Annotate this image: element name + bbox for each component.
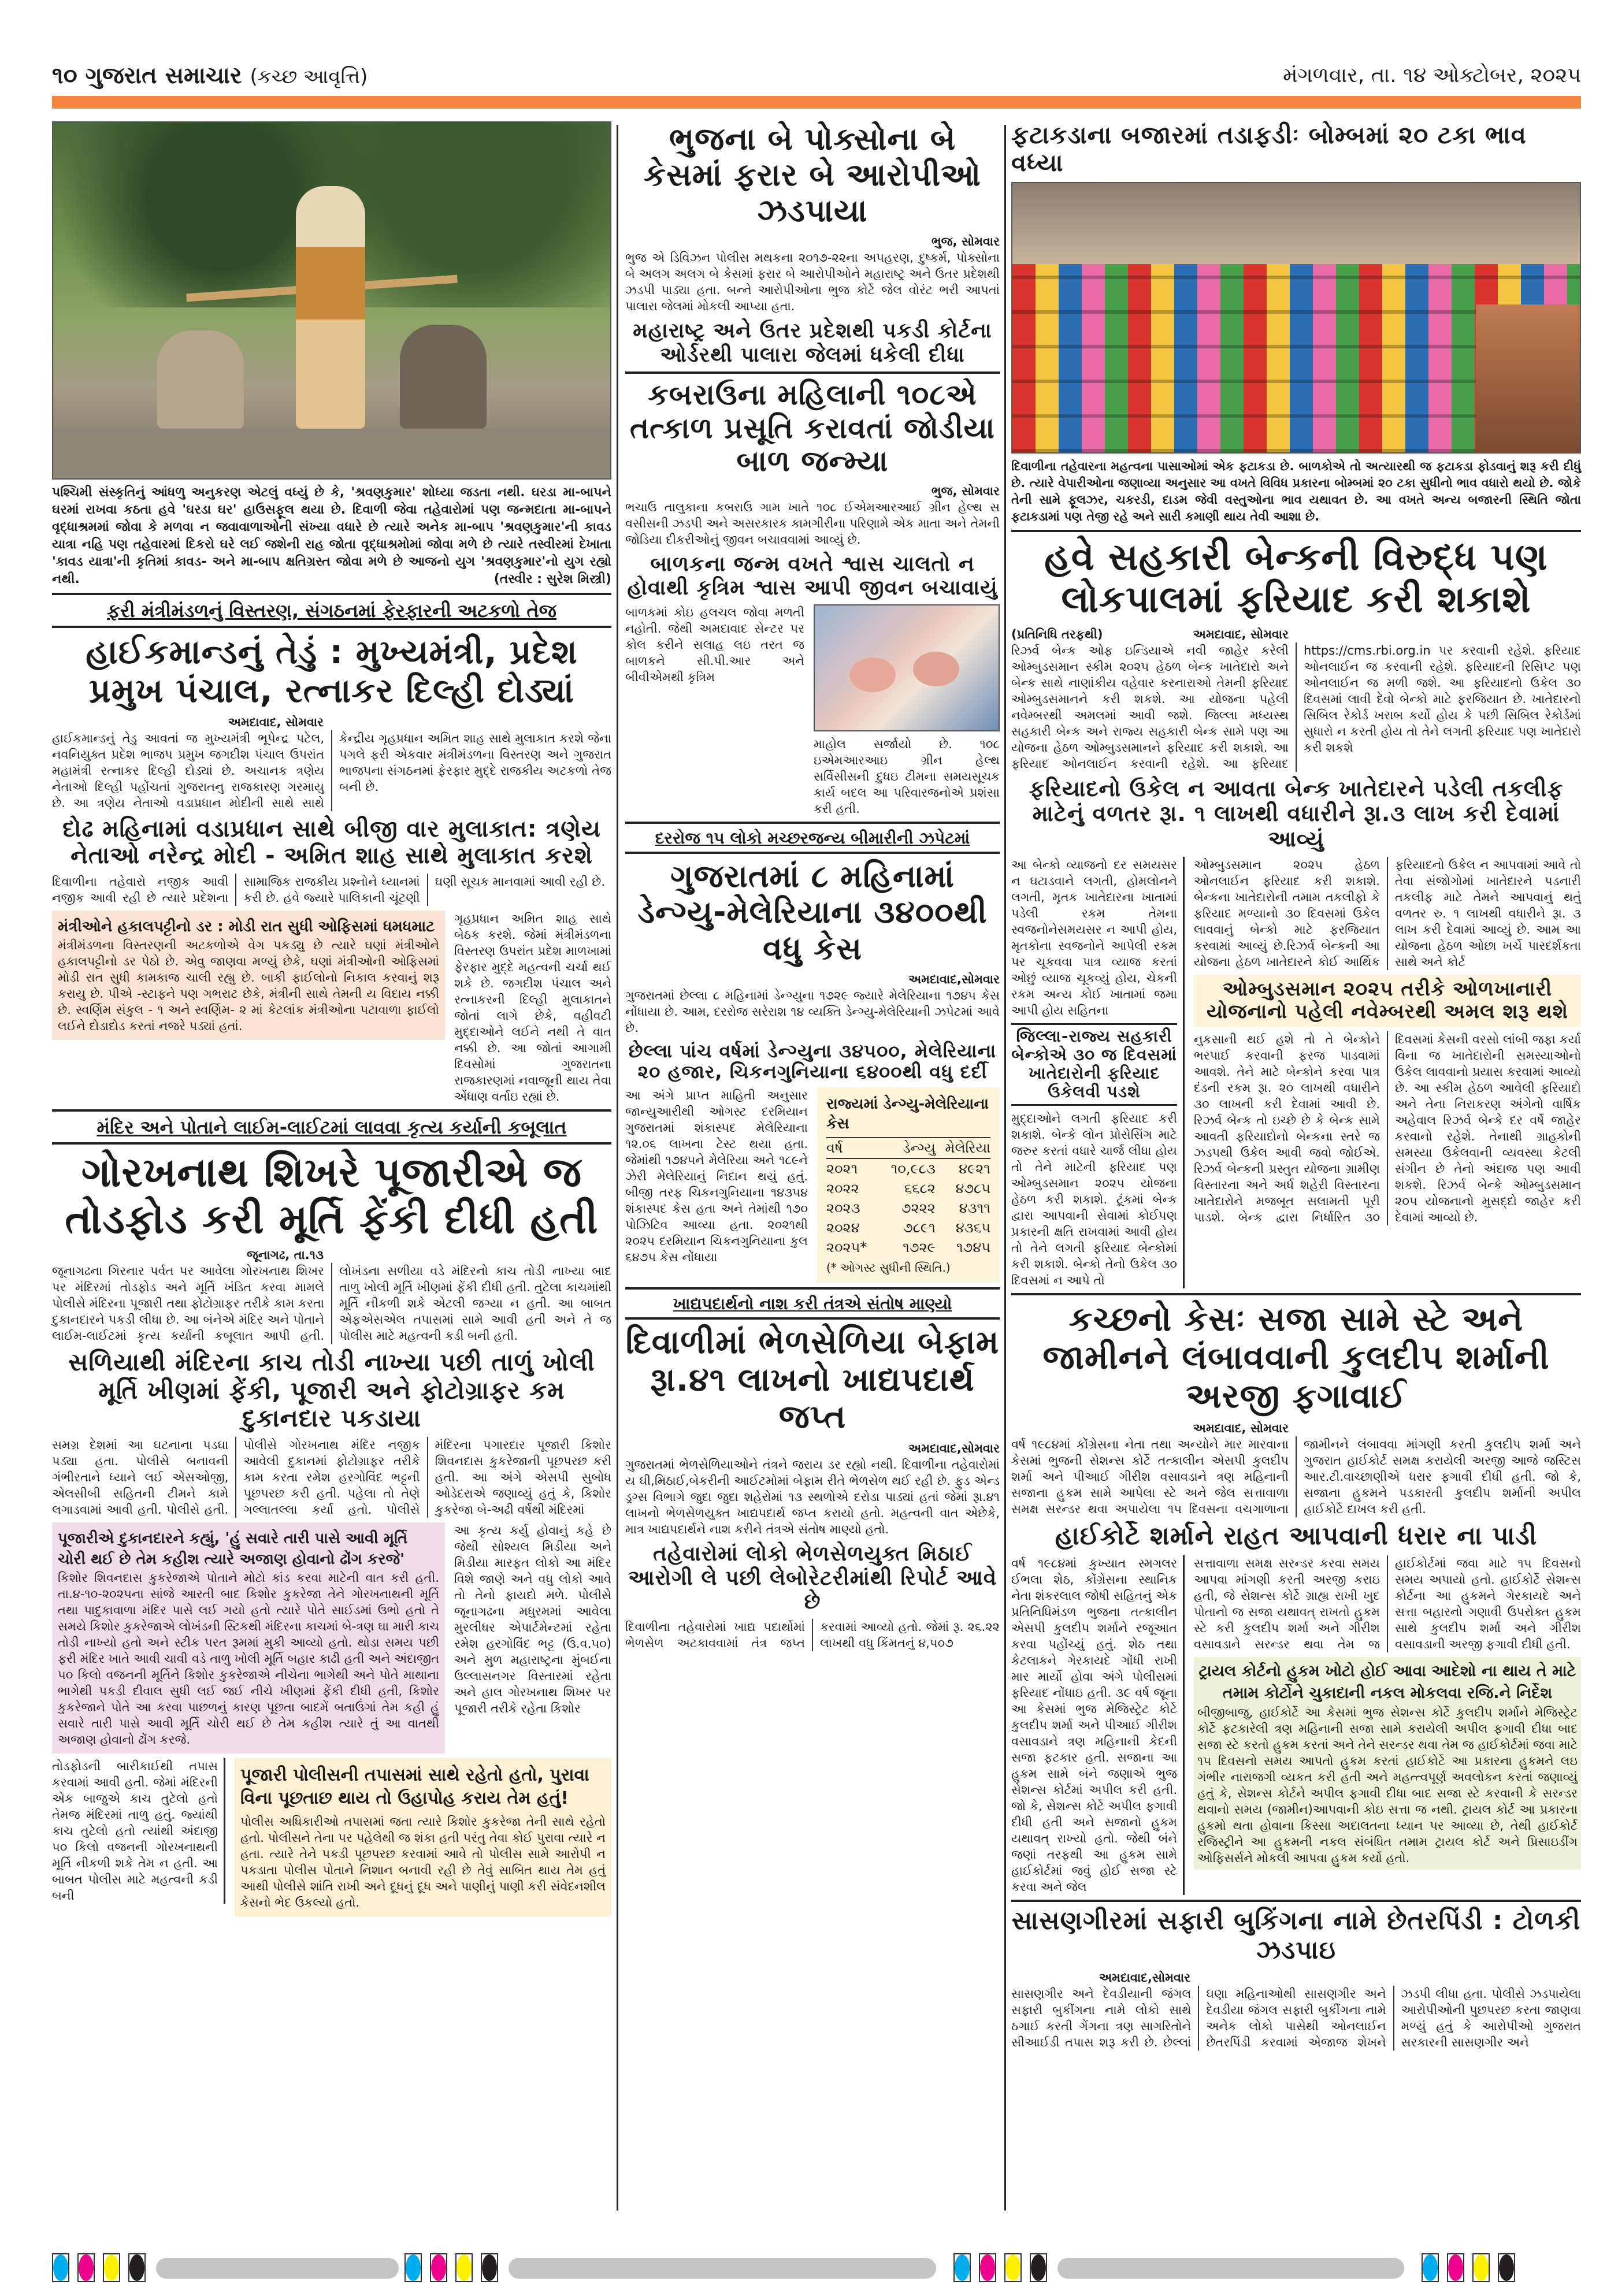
dengue-headline: ગુજરાતમાં ૮ મહિનામાં ડેન્ગ્યુ-મેલેરિયાના ૩૪૦૦થી વધુ કેસ	[637, 858, 988, 967]
bank-col1-more: મુદ્દાઓને લગતી ફરિયાદ કરી શકાશે. બેન્કે લોન પ્રોસેસિંગ માટે જરુર કરતાં વધારે ચાર્જ લીધા હોય તો તેને માટેની ફરિયાદ પણ ઓમ્બુડસમાન ૨૦૨૫ યોજના હેઠળ કરી શકાશે. ટૂંકમાં બેન્ક દ્વારા આપવાની સેવામાં કોઈપણ પ્રકારની ક્ષતિ રાખવામાં આવી હોય તો તેને લગતી ફરિયાદ બેન્કોમાં કરી શકાશે. બેન્કો તેનો ઉકેલ ૩૦ દિવસમાં ન આપે તો	[1011, 1111, 1177, 1287]
bank-lead: (પ્રતિનિધિ તરફથી) અમદાવાદ, સોમવાર રિઝર્વ બેન્ક ઓફ ઇન્ડિયાએ નવી જાહેર કરેલી ઓમ્બુડસમાન સ્કીમ ૨૦૨૫ હેઠળ બેન્ક ખાતેદારો અને બેન્ક સાથે નાણાંકીય વહેવાર કરનારાઓ તેમની ફરિયાદ ઓમ્બુડસમાનને કરી શકશે. આ યોજના પહેલી નવેમ્બરથી અમલમાં આવી જશે. જિલ્લા મધ્યસ્થ સહકારી બેન્ક અને રાજ્ય સહકારી બેન્ક સામે પણ આ યોજના હેઠળ ઓમ્બુડસમાનને ફરિયાદ કરી શકાશે. આ ફરિયાદ ઓનલાઈન કરવાની રહેશે. આ ફરિયાદ https://cms.rbi.org.in પર કરવાની રહેશે. ફરિયાદ ઓનલાઈન જ કરવાની રહેશે. ફરિયાદની રિસિપ્ટ પણ ઓનલાઈન જ મળી જશે. આ ફરિયાદનો ઉકેલ ૩૦ દિવસમાં લાવી દેવો બેન્કો માટે ફરજિયાત છે. ખાતેદારનો સિબિલ રેકોર્ડ ખરાબ કર્યો હોય કે પછી સિબિલ રેકોર્ડમાં સુધારો ન કરતી હોય તો તેને લગતી ફરિયાદ પણ ખાતેદારો કરી શકશે	[1011, 627, 1581, 771]
table-header: વર્ષ ડેન્ગ્યુ મેલેરિયા	[826, 1138, 990, 1159]
food-lead: અમદાવાદ,સોમવાર ગુજરાતમાં ભેળસેળિયાઓને તંત્રને જરાય ડર રહ્યો નથી. દિવાળીના તહેવારોમાં ય ઘી,મિઠાઈ,બેકરીની આઈટમોમાં બેફામ રીતે ભેળસેળ થઈ રહી છે. ફુડ એન્ડ ડ્રગ્સ વિભાગે જુદા જુદા શહેરોમાં ૧૩ સ્થળોએ દરોડા પાડ્યાં હતાં જેમાં રૂા.૪૧ લાખનો ભેળસેળયુક્ત ખાદ્યપદાર્થ જપ્ત કરાયો હતો. મહત્વની વાત એછેકે, માત્ર ખાદ્યપદાર્થને નાશ કરીને તંત્રએ સંતોષ માણ્યો હતો.	[625, 1441, 1000, 1537]
bhuj-lead: ભુજ, સોમવાર ભુજ એ ડિવિઝન પોલીસ મથકના ૨૦૧૭-૨૨ના અપહરણ, દુષ્કર્મ, પોક્સોના બે અલગ અલગ બે કેસમાં ફરાર બે આરોપીઓને મહારાષ્ટ્ર અને ઉતર પ્રદેશથી ઝડપી પાડ્યા હતા. બન્ને આરોપીઓના ભુજ કોર્ટે જેલ વોરંટ ભરી આપતાં પાલારા જેલમાં મોકલી આપ્યા હતા.	[625, 235, 1000, 314]
politics-side-text: ગૃહપ્રધાન અમિત શાહ સાથે બેઠક કરશે. જેમાં મંત્રીમંડળના વિસ્તરણ ઉપરાંત પ્રદેશ માળખામાં ફેરફાર મુદ્દે મહત્વની ચર્ચા થઈ શકે છે. જગદીશ પંચાલ અને રત્નાકરની દિલ્હી મુલાકાતને જોતાં લાગે છેકે, વહીવટી મુદ્દાઓને લઈને નથી તે વાત નક્કી છે. આ જોતાં આગામી દિવસોમાં ગુજરાતના રાજકારણમાં નવાજૂની થાય તેવા એંધાણ વર્તાઇ રહ્યાં છે.	[454, 912, 611, 1104]
photo-kavad-yatra-statue	[52, 121, 611, 480]
temple-bottom-row	[52, 1758, 611, 1916]
bank-col23-top: ઓમ્બુડસમાન ૨૦૨૫ હેઠળ ઓનલાઈન ફરિયાદ કરી શકાશે. બેન્કના ખાતેદારોની તમામ તકલીફો કે ફરિયાદ મળ્યાનો ૩૦ દિવસમાં ઉકેલ લાવવાનું બેન્કો માટે ફરજિયાત કરવામાં આવ્યું છે.રિઝર્વ બેન્કની આ યોજના હેઠળ ખાતેદારને કોઈ આર્થિક ફરિયાદનો ઉકેલ ન આપવામાં આવે તો તેવા સંજોગોમાં ખાતેદારને પડનારી તકલીફ માટે તેમને આપવાનું થતું વળતર રુ. ૧ લાખથી વધારીને રૂા. ૩ લાખ કરી દેવામાં આવ્યું છે. આમ આ યોજના હેઠળ ઓછા ખર્ચે પારદર્શકતા સાથે અને કોર્ટ	[1194, 857, 1581, 969]
temple-side-text: આ કૃત્ય કર્યુ હોવાનું કહે છે જેથી સોશ્યલ મિડીયા અને મિડીયા મારફત લોકો આ મંદિર વિશે જાણે અને વધુ લોકો આવે તો તેનો ફાયદો મળે. પોલીસે જૂનાગઢના મધુરમમાં આવેલા મુરલીધર એપાર્ટમેન્ટમાં રહેતા રમેશ હરગોવિંદ ભટ્ટ (ઉ.વ.૫૦) અને મુળ મહારાષ્ટ્રના મુંબઈના ઉલ્લાસનગર વિસ્તારમાં રહેતા અને હાલ ગોરખનાથ શિખર પર પૂજારી તરીકે રહેતા કિશોર	[454, 1524, 611, 1716]
temple-headline: ગોરખનાથ શિખરે પૂજારીએ જ તોડફોડ કરી મૂર્તિ ફેંકી દીધી હતી	[65, 1149, 599, 1243]
divider	[625, 1287, 1000, 1290]
print-bar	[1057, 2258, 1404, 2279]
page-date: મંગળવાર, તા. ૧૪ ઓક્ટોબર, ૨૦૨૫	[1283, 64, 1581, 87]
kabrau-body: બાળકમાં કોઇ હલચલ જોવા મળતી નહોતી. જેથી અમદાવાદ સેન્ટર પર કોલ કરીને સલાહ લઇ તરત જ બાળકને સી.પી.આર અને બીવીએમથી કૃત્રિમ	[625, 605, 804, 685]
food-subheadline: તહેવારોમાં લોકો ભેળસેળયુક્ત મિઠાઈ આરોગી લે પછી લેબોરેટરીમાંથી રિપોર્ટ આવે છે	[628, 1542, 997, 1614]
kabrau-headline: કબરાઉના મહિલાની ૧૦૮એ તત્કાળ પ્રસૂતિ કરાવતાં જોડીયા બાળ જન્મ્યા	[630, 378, 995, 478]
kutch-col23-stack	[1194, 1555, 1581, 1870]
byline: (પ્રતિનિધિ તરફથી)	[1011, 627, 1103, 641]
print-bar	[156, 2258, 399, 2279]
dengue-kicker: દરરોજ ૧૫ લોકો મચ્છરજન્ય બીમારીની ઝપેટમાં	[625, 829, 1000, 854]
page-header-left	[52, 62, 368, 89]
food-body: દિવાળીના તહેવારોમાં ખાદ્ય પદાર્થોમાં ભેળસેળ અટકાવવામાં તંત્ર જપ્ત કરવામાં આવ્યો હતો. જેમાં રૂ. ૨૬.૨૨ લાખથી વધુ કિંમતનું ૪,૫૦૭	[625, 1619, 1000, 1650]
bank-col1-box: જિલ્લા-રાજ્ય સહકારી બેન્કોએ ૩૦ જ દિવસમાં ખાતેદારોની ફરિયાદ ઉકેલવી પડશે	[1011, 1023, 1177, 1106]
temple-box: પૂજારીએ દુકાનદારને કહ્યું, 'હું સવારે તારી પાસે આવી મૂર્તિ ચોરી થઈ છે તેમ કહીશ ત્યારે અજાણ હોવાનો ઢોંગ કરજે' કિશોર શિવનદાસ કુકરેજાએ પોતાને મોટો કાંડ કરવા માટેની વાત કરી હતી. તા.૪-૧૦-૨૦૨૫ના સાંજે આરતી બાદ કિશોર કુકરેજા તેને ગોરખનાથની મૂર્તિ તથા પાદુકાવાળા મંદિર પાસે લઈ ગયો હતો ત્યારે પોતે સાઈડમાં ઉભો હતો તે સમયે કિશોર કુકરેજાએ લોખંડની સ્ટિકથી મંદિરના કાચમાં બે-ત્રણ ઘા મારી કાચ તોડી નાખ્યો હતો અને સ્ટીક પરત રૂમમાં મુકી આવ્યો હતો. થોડા સમય પછી ફરી મંદિર ખાતે આવી ચાવી વડે તાળુ ખોલી મૂર્તિ બહાર કાઢી હતી અને અંદાજીત ૫૦ કિલો વજનની મૂર્તિને કિશોર કુકરેજાએ નીચેના ભાગેથી અને પોતે માથાના ભાગેથી પકડી દીવાલ સુધી લઈ જઈ નીચે ખીણમાં ફેંકી દીધી હતી, કિશોર કુકરેજાને પોતે આ કરવા પાછળનું કારણ પૂછતા બાદમેં બતાઉંગાં તેમ કહી હું સવારે તારી પાસે આવી મૂર્તિ ચોરી થઈ છે તેમ કહીશ ત્યારે તું આ વાતથી અજાણ હોવાનો ઢોંગ કરજે.	[52, 1522, 445, 1753]
kutch-body-row	[1011, 1555, 1581, 1895]
kutch-headline: કચ્છનો કેસઃ સજા સામે સ્ટે અને જામીનને લંબાવવાની કુલદીપ શર્માની અરજી ફગાવાઈ	[1042, 1299, 1550, 1416]
divider	[625, 371, 1000, 374]
table-title: રાજ્યમાં ડેન્ગ્યુ-મેલેરિયાના કેસ	[826, 1094, 990, 1138]
sasan-body: અમદાવાદ,સોમવાર સાસણગીર અને દેવડીયાની જંગલ સફારી બુકીંગના નામે લોકો સાથે ઠગાઈ કરતી ગેંગના ત્રણ સાગરિતોને સીઆઈડી તપાસ શરૂ કરી છે. છેલ્લાં ઘણા મહિનાઓથી સાસણગીર અને દેવડીયા જંગલ સફારી બુકીંગના નામે અનેક લોકો પાસેથી ઓનલાઈન છેતરપિંડી કરવામાં એજાજ શેખને ઝડપી લીધા હતા. પોલીસે ઝડપાયેલા આરોપીઓની પુછપરછ કરતા જાણવા મળ્યું હતું કે આરોપીઓ ગુજરાત સરકારની સાસણગીર અને	[1011, 1971, 1581, 2050]
bhuj-subheadline: મહારાષ્ટ્ર અને ઉતર પ્રદેશથી પકડી કોર્ટના ઓર્ડરથી પાલારા જેલમાં ધકેલી દીધા	[633, 319, 992, 367]
table-row: ૨૦૨૧ ૧૦,૯૮૩ ૪૯૨૧	[826, 1161, 990, 1177]
temple-subheadline: સળિયાથી મંદિરના કાચ તોડી નાખ્યા પછી તાળું ખોલી મૂર્તિ ખીણમાં ફેંકી, પૂજારી અને ફોટોગ્રાફર કમ દુકાનદાર પકડાયા	[68, 1348, 595, 1432]
table-note: (* ઓગસ્ટ સુધીની સ્થિતિ.)	[826, 1261, 951, 1275]
table-row: ૨૦૨૨ ૬૬૮૨ ૪૭૮૫	[826, 1180, 990, 1197]
table-row: ૨૦૨૪ ૭૮૯૧ ૪૩૬૫	[826, 1220, 990, 1236]
kutch-col23: સત્તાવાળા સમક્ષ સરન્ડર કરવા સમય આપવા માંગણી કરતી અરજી કરાઇ હતી, જે સેશન્સ કોર્ટે ગ્રાહ્ય રાખી ખુદ પોતાનો જ સજા યથાવત્ રાખતો હુકમ સ્ટે કરી કુલદીપ શર્મા અને ગીરીશ વસાવડાને સરન્ડર થવા તેમ જ હાઈકોર્ટમાં જવા માટે ૧૫ દિવસનો સમય અપાયો હતો. હાઈકોર્ટે સેશન્સ કોર્ટના આ હુકમને ગેરકાયદે અને સત્તા બહારનો ગણાવી ઉપરોક્ત હુકમ સાથે કુલદીપ શર્મા અને ગીરીશ વસાવડાની અરજી ફગાવી દીધી હતી.	[1194, 1556, 1581, 1652]
photo-caption: પશ્ચિમી સંસ્કૃતિનું આંધળુ અનુકરણ એટલું વધ્યું છે કે, 'શ્રવણકુમાર' શોધ્યા જડતા નથી. ઘરડા મા-બાપને ઘરમાં રાખવા કઠતા હવે 'ઘરડા ઘર' હાઉસફૂલ થયા છે. દિવાળી જેવા તહેવારોમાં પણ જન્મદાતા મા-બાપને વૃદ્ધાશ્રમમાં જોવા કે મળવા ન જવાવાળાઓની સંખ્યા વધારે છે ત્યારે અનેક મા-બાપ 'શ્રવણકુમાર'ની કાવડ યાત્રા નહિ પણ તહેવારમાં દિકરો ઘરે લઈ જશેની રાહ જોતા વૃદ્ધાશ્રમોમાં જોવા મળે છે ત્યારે તસ્વીરમાં દેખાતા 'કાવડ યાત્રા'ની કૃતિમાં કાવડ- અને મા-બાપ ક્ષતિગ્રસ્ત જોવા મળે છે આજનો યુગ 'શ્રવણકુમાર'નો યુગ રહ્યો નથી. (તસ્વીર : સુરેશ મિસ્ત્રી)	[52, 484, 611, 588]
temple-body: સમગ્ર દેશમાં આ ઘટનાના પડઘા પડ્યા હતા. પોલીસે બનાવની ગંભીરતાને ધ્યાને લઈ એસઓજી, એલસીબી સહિતની ટીમને કામે લગાડવામાં આવી હતી. પોલીસે હતી. પોલીસે ગોરખનાથ મંદિર નજીક આવેલી દુકાનમાં ફોટોગ્રાફર તરીકે કામ કરતા રમેશ હરગોવિંદ ભટ્ટની પૂછપરછ કરી હતી. પહેલા તો તેણે ગલ્લાતલ્લા કર્યા હતો. પોલીસે મંદિરના પગારદાર પૂજારી કિશોર શિવનદાસ કુકરેજાની પૂછપરછ કરી હતી. આ અંગે એસપી સુબોધ ઓડેદરાએ જણાવ્યું હતું કે, કિશોર કુકરેજા બે-અઢી વર્ષથી મંદિરમાં	[52, 1438, 611, 1517]
divider	[1011, 530, 1581, 532]
page-number: ૧૦	[52, 62, 77, 89]
bank-col23-bottom: નુકસાની થઈ હશે તો તે બેન્કોને ભરપાઈ કરવાની ફરજ પાડવામાં આવશે. તેને માટે બેન્કોને કરવા પાત્ર દંડની રકમ રૂા. ૨૦ લાખથી વધારીને ૩૦ લાખની કરી દેવામાં આવી છે. રિઝર્વ બેન્ક તો ઇચ્છે છે કે બેન્ક સામે આવતી ફરિયાદોનો બેન્કના સ્તરે જ ઝડપથી ઉકેલ આવી જવો જોઈએ. રિઝર્વ બેન્કની પ્રસ્તુત યોજના ગ્રામીણ વિસ્તારના અને અર્ધ શહેરી વિસ્તારના ખાતેદારોને મજબૂત સલામતી પૂરી પાડશે. બેન્ક દ્વારા નિર્ધારિત ૩૦ દિવસમાં કેસની વરસો લાંબી જફા કર્યા વિના જ ખાતેદારોની સમસ્યાઓનો ઉકેલ લાવવાનો પ્રયાસ કરવામાં આવ્યો છે. આ સ્કીમ હેઠળ આવેલી ફરિયાદો અને તેના નિરાકરણ અંગેનો વાર્ષિક અહેવાલ રિઝર્વ બેન્કે દર વર્ષે જાહેર કરવાનો રહેશે. તેનાથી ગ્રાહકોની સમસ્યા ઉકેલવાની વ્યવસ્થા કેટલી સંગીન છે તેનો અંદાજ પણ આવી શકશે. રિઝર્વ બેન્કે ઓમ્બુડસમાન ૨૦૫ યોજનાનો મુસદ્દો જાહેર કરી દેવામાં આવ્યો છે.	[1194, 1032, 1581, 1225]
kabrau-body-right: માહોલ સર્જાયો છે. ૧૦૮ ઇએમઆરઆઇ ગ્રીન હેલ્થ સર્વિસીસની દુધઇ ટીમના સમયસૂચક કાર્ય બદલ આ પરિવારજનોએ પ્રશંસા કરી હતી.	[814, 737, 1000, 816]
print-bar	[509, 2258, 936, 2279]
bank-col1-stack	[1011, 857, 1185, 1288]
dengue-malaria-table	[817, 1087, 1000, 1283]
kutch-box: ટ્રાયલ કોર્ટનો હુકમ ખોટો હોઈ આવા આદેશો ના થાય તે માટે તમામ કોર્ટોને ચુકાદાની નકલ મોકલવા રજિ.ને નિર્દેશ બીજીબાજુ, હાઈકોર્ટે આ કેસમાં ભુજ સેશન્સ કોર્ટે કુલદીપ શર્માને મેજિસ્ટ્રેટ કોર્ટે ફટકારેલી ત્રણ મહિનાની સજા સામે કરાયેલી અપીલ ફગાવી દીધા બાદ સજા સ્ટે કરતો હુકમ કરતાં અને તેને સરન્ડર થવા તેમ જ હાઈકોર્ટમાં જવા માટે ૧૫ દિવસનો સમય આપતો હુકમ કરતાં હાઈકોર્ટે આ પ્રકારના હુકમને લઇ ગંભીર નારાજગી વ્યકત કરી હતી અને મહત્ત્વપૂર્ણ અવલોકન કરતાં જણાવ્યું હતું કે, સેશન્સ કોર્ટને અપીલ ફગાવી દીધા બાદ સજા સ્ટે કરવાની કે સરન્ડર થવાનો સમય (જામીન)આપવાની કોઇ સત્તા જ નથી. ટ્રાયલ કોર્ટ આ પ્રકારના હુકમો થતા હોવાના કિસ્સા અદાલતના ધ્યાન પર આવ્યા છે, તેથી હાઈકોર્ટ રજિસ્ટ્રીને આ હુકમની નકલ સંબંધિત તમામ ટ્રાયલ કોર્ટ અને પ્રિસાઇડીંગ ઓફિસર્સને મોકલી આપવા હુકમ કર્યો હતો.	[1194, 1657, 1581, 1870]
kabrau-right	[814, 604, 1000, 817]
registration-marks	[1422, 2253, 1515, 2282]
divider	[1011, 1293, 1581, 1295]
bank-headline: હવે સહકારી બેન્કની વિરુદ્ધ પણ લોકપાલમાં ફરિયાદ કરી શકાશે	[1044, 536, 1548, 622]
statue-figure-icon	[296, 186, 365, 429]
politics-box: મંત્રીઓને હકાલપટ્ટીનો ડર : મોડી રાત સુધી ઓફિસમાં ધમધમાટ મંત્રીમંડળના વિસ્તરણની અટકળોએ વેગ પકડ્યુ છે ત્યારે ઘણાં મંત્રીઓને હકાલપટ્ટીનો ડર પેઠો છે. એવુ જાણવા મળ્યું છેકે, ઘણાં મંત્રીઓની ઓફિસમાં મોડી રાત સુધી કામકાજ ચાલી રહ્યુ છે. બાકી ફાઈલોનો નિકાલ કરવાનું શરૂ કરાયુ છે. પીએ -સ્ટાફને પણ ગભરાટ છેકે, મંત્રીની સાથે તેમની ય વિદાય નક્કી છે. સ્વર્ણિમ સંકુલ - ૧ અને સ્વર્ણિમ- ૨ માં કેટલાંક મંત્રીઓના પટાવાળા ફાઈલો લઈને દોડાદોડ કરતાં નજરે પડ્યાં હતાં.	[52, 911, 445, 1040]
registration-marks	[953, 2253, 1047, 2282]
photo-newborn-twins	[814, 604, 1000, 731]
right-column	[1011, 121, 1581, 2050]
temple-box-row	[52, 1522, 611, 1753]
kutch-col1: વર્ષ ૧૯૮૪માં કુખ્યાત સ્મગલર ઈભલા શેઠ, કોંગ્રેસના સ્થાનિક નેતા શંકરલાલ જોષી સહિતનું એક પ્રતિનિધિમંડળ ભુજના તત્કાલીન એસપી કુલદીપ શર્માને રજૂઆત કરવા પહોંચ્યું હતું. શેઠ તથા કેટલાકને ગેરકાયદે ગોંધી રાખી માર માર્યો હોવા અંગે પોલીસમાં ફરિયાદ નોંધાઇ હતી. ૩૯ વર્ષ જૂના આ કેસમાં ભુજ મેજિસ્ટ્રેટ કોર્ટે કુલદીપ શર્મા અને પીઆઈ ગીરીશ વસાવડાને ત્રણ મહિનાની કેદની સજા ફટકાર હતી. સજાના આ હુકમ સામે બંને જણાએ ભુજ સેશન્સ કોર્ટમાં અપીલ કરી હતી. જો કે, સેશન્સ કોર્ટે અપીલ ફગાવી દીધી હતી અને સજાનો હુકમ યથાવત્ રાખ્યો હતો. જેથી બંને જણાં તરફથી આ હુકમ સામે હાઈકોર્ટમાં જવું હોઈ સજા સ્ટે કરવા અને જેલ	[1011, 1555, 1185, 1895]
kutch-lead: અમદાવાદ, સોમવાર વર્ષ ૧૯૮૪માં કોંગ્રેસના નેતા તથા અન્યોને માર મારવાના કેસમાં ભુજની સેશન્સ કોર્ટે તત્કાલીન એસપી કુલદીપ શર્મા અને પીઆઈ ગીરીશ વસાવડાને ત્રણ મહિનાની સજાના હુકમ સામે આપેલા સ્ટે અને જેલ સત્તાવાળા સમક્ષ સરન્ડર થવા અપાયેલા ૧૫ દિવસના વચગાળાના જામીનને લંબાવવા માંગણી કરતી કુલદીપ શર્મા અને ગુજરાત હાઈકોર્ટ સમક્ષ કરાયેલી અરજી આજે જસ્ટિસ આર.ટી.વાચ્છાણીએ ધરાર ફગાવી દીધી હતી. જો કે, સજાના હુકમને પડકારતી કુલદીપ શર્માની અપીલ હાઈકોર્ટે દાખલ કરી હતી.	[1011, 1421, 1581, 1516]
crackers-caption: દિવાળીના તહેવારના મહત્વના પાસાઓમાં એક ફટાકડા છે. બાળકોએ તો અત્યારથી જ ફટાકડા ફોડવાનું શરૂ કરી દીધું છે. ત્યારે વેપારીઓના જણાવ્યા અનુસાર આ વખતે વિવિધ પ્રકારના બોમ્બમાં ૨૦ ટકા સુધીનો ભાવ વધારો થયો છે. જોકે તેની સામે ફૂલઝર, ચકરડી, દાડમ જેવી વસ્તુઓના ભાવ યથાવત છે. આ વખતે અન્ય બજારની સ્થિતિ જોતા ફટાકડામાં પણ તેજી રહે અને સારી કમાણી થાય તેવી આશા છે.	[1011, 459, 1581, 523]
food-headline: દિવાળીમાં ભેળસેળિયા બેફામ રૂા.૪૧ લાખનો ખાદ્યપદાર્થ જપ્ત	[625, 1324, 1000, 1436]
temple-lead: જૂનાગઢ, તા.૧૩ જૂનાગઢના ગિરનાર પર્વત પર આવેલા ગોરખનાથ શિખર પર મંદિરમાં તોડફોડ અને મૂર્તિ ખંડિત કરવા મામલે પોલીસે મંદિરના પૂજારી તથા ફોટોગ્રાફર તરીકે કામ કરતા દુકાનદારને પકડી લીધા છે. આ બંનેએ મંદિર અને પોતાને લાઈમ-લાઈટમાં કૃત્ય કર્યાની કબૂલાત આપી હતી. લોખંડના સળીયા વડે મંદિરનો કાચ તોડી નાખ્યા બાદ તાળુ ખોલી મૂર્તિ ખીણમાં ફેંકી દીધી હતી. તુટેલા કાચમાંથી મૂર્તિ નીકળી શકે એટલી જગ્યા ન હતી. આ બાબત એફએસએલ તપાસમાં સામે આવી હતી અને તે જ પોલીસ માટે મહત્વની કડી બની હતી.	[52, 1248, 611, 1343]
kabrau-subheadline: બાળકના જન્મ વખતે શ્વાસ ચાલતો ન હોવાથી કૃત્રિમ શ્વાસ આપી જીવન બચાવાયું	[627, 552, 998, 600]
left-column	[52, 121, 611, 1916]
photo-credit: (તસ્વીર : સુરેશ મિસ્ત્રી)	[493, 572, 611, 586]
temple-bottom-text: તોડફોડની બારીકાઈથી તપાસ કરવામાં આવી હતી. જેમાં મંદિરની એક બાજુએ કાચ તુટેલો હતો તેમજ મંદિરમાં તાળુ હતું. જ્યાંથી કાચ તુટેલો હતો ત્યાંથી અંદાજી ૫૦ કિલો વજનની ગોરખનાથની મૂર્તિ નીકળી શકે તેમ ન હતી. આ બાબત પોલીસ માટે મહત્વની કડી બની	[52, 1758, 225, 1904]
dengue-body: આ અંગે પ્રાપ્ત માહિતી અનુસાર જાન્યુઆરીથી ઓગસ્ટ દરમિયાન ગુજરાતમાં શંકાસ્પદ મેલેરિયાના ૧૨.૦૬ લાખના ટેસ્ટ થયા હતા. જેમાંથી ૧૭૪૫ને મેલેરિયા અને ૧૮૯ને ઝેરી મેલેરિયાનું નિદાન થયું હતું. બીજી તરફ ચિકનગુનિયાના ૧૪૩૫૪ શંકાસ્પદ કેસ હતા અને તેમાંથી ૧૭૦ પોઝિટિવ આવ્યા હતા. ૨૦૨૧થી ૨૦૨૫ દરમિયાન ચિકનગુનિયાના કુલ ૬૪૭૫ કેસ નોંધાયા	[625, 1088, 808, 1265]
politics-box-row	[52, 911, 611, 1105]
sasan-headline: સાસણગીરમાં સફારી બુકિંગના નામે છેતરપિંડી : ટોળકી ઝડપાઇ	[1011, 1906, 1581, 1965]
bank-col1: આ બેન્કો વ્યાજનો દર સમયસર ન ઘટાડવાને લગતી, હોમલોનને લગતી, મૃતક ખાતેદારના ખાતામાં પડેલી રકમ તેમના સ્વજનોનેસમયસર ન આપી હોય, મૃતકોના સ્વજનોને આપેલી રકમ પર ચૂકવવા પાત્ર વ્યાજ કરતાં ઓછું વ્યાજ ચૂકવ્યું હોય, ચેકની રકમ અન્ય કોઈ ખાતામાં જમા આપી હોય સહિતના	[1011, 857, 1177, 1017]
column-divider	[1004, 125, 1006, 2210]
bank-col23-stack	[1194, 857, 1581, 1225]
crackers-headline: ફટાકડાના બજારમાં તડાફડીઃ બોમ્બમાં ૨૦ ટકા ભાવ વધ્યા	[1011, 121, 1527, 177]
bank-highlight: ઓમ્બુડસમાન ૨૦૨૫ તરીકે ઓળખાનારી યોજનાનો પહેલી નવેમ્બરથી અમલ શરૂ થશે	[1194, 975, 1581, 1027]
table-row: ૨૦૨૩ ૭૨૨૨ ૪૩૧૧	[826, 1200, 990, 1217]
divider	[52, 593, 611, 595]
bank-body-row	[1011, 857, 1581, 1288]
kutch-subheadline: હાઈકોર્ટે શર્માને રાહત આપવાની ધરાર ના પાડી	[1055, 1521, 1538, 1551]
middle-column	[625, 121, 1000, 1651]
divider	[625, 822, 1000, 824]
politics-headline: હાઈકમાન્ડનું તેડું : મુખ્યમંત્રી, પ્રદેશ પ્રમુખ પંચાલ, રત્નાકર દિલ્હી દોડ્યાં	[86, 632, 578, 710]
kabrau-lead: ભુજ, સોમવાર ભચાઉ તાલુકાના કબરાઉ ગામ ખાતે ૧૦૮ ઈએમઆરઆઈ ગ્રીન હેલ્થ સ વસીસની ઝડપી અને અસરકારક કામગીરીના પરિણામે એક માતા અને તેમની જોડિયા દીકરીઓનું જીવન બચાવવામાં આવ્યું છે.	[625, 484, 1000, 547]
politics-lead: અમદાવાદ, સોમવાર હાઈકમાન્ડનું તેડુ આવતાં જ મુખ્યમંત્રી ભૂપેન્દ્ર પટેલ, નવનિયુક્ત પ્રદેશ ભાજપ પ્રમુખ જગદીશ પંચાલ ઉપરાંત મહામંત્રી રત્નાકર દિલ્હી દોડ્યાં છે. અચાનક ત્રણેય નેતાઓ દિલ્હી પહોંચતાં ગુજરાતનુ રાજકારણ ગરમાયુ છે. આ ત્રણેય નેતાઓ વડાપ્રધાન મોદીની સાથે સાથે કેન્દ્રીય ગૃહપ્રધાન અમિત શાહ સાથે મુલાકાત કરશે જેના પગલે ફરી એકવાર મંત્રીમંડળના વિસ્તરણ અને ગુજરાત ભાજપના સંગઠનમાં ફેરફાર મુદ્દે રાજકીય અટકળો તેજ બની છે.	[52, 715, 611, 811]
politics-body: દિવાળીના તહેવારો નજીક આવી નજીક આવી રહી છે ત્યારે પ્રદેશના સામાજિક રાજકીય પ્રશ્નોને ધ્યાનમાં કરી છે. હવે જ્યારે પાલિકાની ચૂંટણી ઘણી સૂચક માનવામાં આવી રહી છે.	[52, 875, 606, 905]
dengue-subheadline: છેલ્લા પાંચ વર્ષમાં ડેન્ગ્યુના ૩૪૫૦૦, મેલેરિયાના ૨૦ હજાર, ચિકનગુનિયાના ૬૪૦૦થી વધુ દર્દી	[628, 1039, 997, 1083]
dengue-lead: અમદાવાદ,સોમવાર ગુજરાતમાં છેલ્લા ૮ મહિનામાં ડેન્ગ્યુના ૧૭૨૯ જ્યારે મેલેરિયાના ૧૭૪૫ કેસ નોંધાયા છે. આમ, દરરોજ સરેરાશ ૧૪ વ્યક્તિ ડેન્ગ્યુ-મેલેરિયાની ઝપેટમાં આવે છે.	[625, 972, 1000, 1035]
politics-subheadline: દોઢ મહિનામાં વડાપ્રધાન સાથે બીજી વાર મુલાકાત: ત્રણેય નેતાઓ નરેન્દ્ર મોદી - અમિત શાહ સાથે મુલાકાત કરશે	[62, 816, 601, 870]
table-row: ૨૦૨૫* ૧૭૨૯ ૧૭૪૫	[826, 1239, 990, 1256]
kabrau-body-row	[625, 604, 1000, 817]
food-kicker: ખાદ્યપદાર્થનો નાશ કરી તંત્રએ સંતોષ માણ્યો	[625, 1294, 1000, 1320]
column-divider	[617, 125, 618, 2210]
paper-name: ગુજરાત સમાચાર	[85, 62, 242, 89]
edition: (કચ્છ આવૃત્તિ)	[250, 65, 368, 88]
divider	[52, 1109, 611, 1112]
bhuj-headline: ભુજના બે પોક્સોના બે કેસમાં ફરાર બે આરોપીઓ ઝડપાયા	[644, 121, 981, 229]
header-bar	[52, 96, 1581, 109]
divider	[1011, 1900, 1581, 1902]
dengue-body-row	[625, 1087, 1000, 1283]
registration-marks	[52, 2253, 146, 2282]
politics-kicker: ફરી મંત્રીમંડળનું વિસ્તરણ, સંગઠનમાં ફેરફારની અટકળો તેજ	[52, 600, 611, 628]
registration-marks	[404, 2253, 498, 2282]
temple-kicker: મંદિર અને પોતાને લાઈમ-લાઈટમાં લાવવા કૃત્ય કર્યાની કબૂલાત	[52, 1116, 611, 1145]
photo-firecracker-shop	[1011, 182, 1581, 454]
bank-subheadline: ફરિયાદનો ઉકેલ ન આવતા બેન્ક ખાતેદારને પડેલી તકલીફ માટેનું વળતર રૂા. ૧ લાખથી વધારીને રૂા.૩ લાખ કરી દેવામાં આવ્યું	[1029, 775, 1564, 852]
temple-box-2: પૂજારી પોલીસની તપાસમાં સાથે રહેતો હતો, પુરાવા વિના પૂછતાછ થાય તો ઉહાપોહ કરાય તેમ હતું! પોલીસ અધિકારીઓ તપાસમાં જતા ત્યારે કિશોર કુકરેજા તેની સાથે રહેતો હતો. પોલીસને તેના પર પહેલેથી જ શંકા હતી પરંતુ તેવા કોઈ પુરાવા ત્યારે ન હતા. ત્યારે તેને પકડી પૂછપરછ કરવામાં આવે તો પોલીસ સામે આરોપી ન પકડાતા પોલીસ પોતાને નિશાન બનાવી રહી છે તેવું સાબિત થાય તેમ હતું આથી પોલીસે શાંતિ રાખી અને દૂધનું દૂધ અને પાણીનું પાણી કરી સંવેદનશીલ કેસનો ભેદ ઉકલ્યો હતો.	[235, 1758, 611, 1916]
